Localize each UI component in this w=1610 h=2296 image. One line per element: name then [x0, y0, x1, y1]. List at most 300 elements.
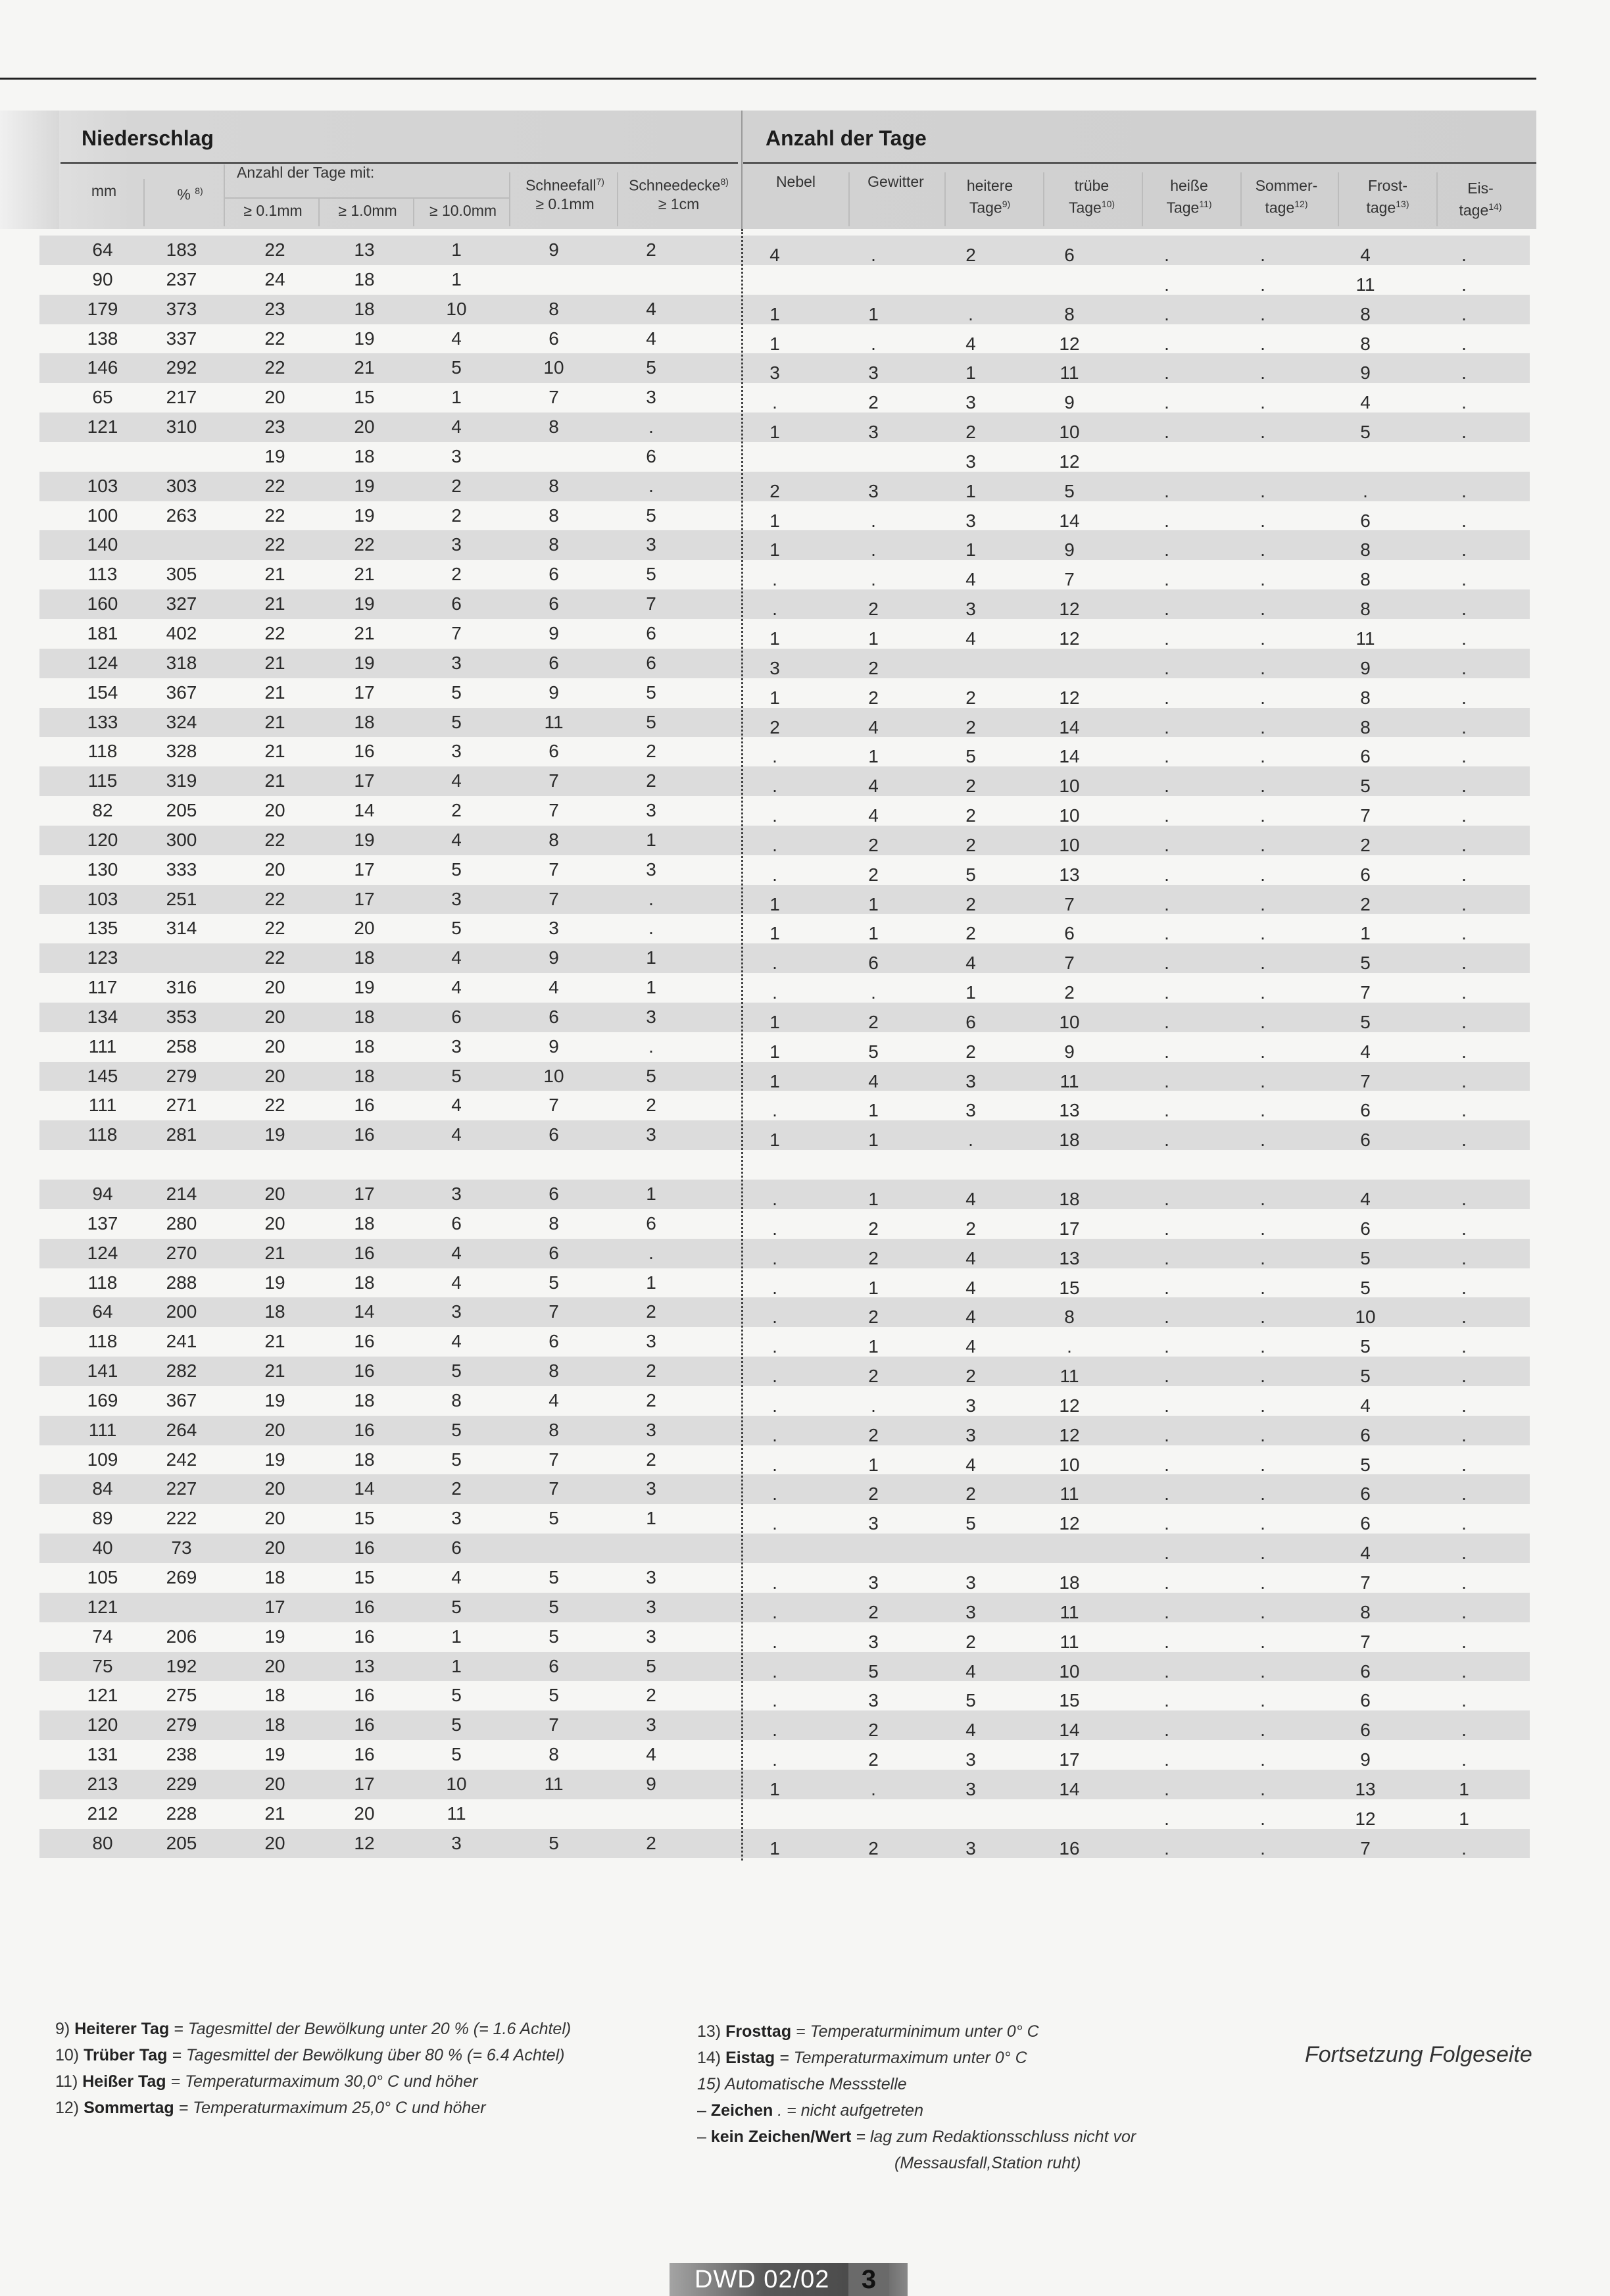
table-cell: 5 — [646, 711, 656, 732]
table-cell: . — [648, 888, 654, 909]
table-cell: 2 — [868, 1307, 879, 1328]
table-cell: . — [1461, 1749, 1467, 1770]
table-row — [39, 766, 1530, 796]
table-cell: . — [772, 599, 777, 620]
table-cell: 6 — [1064, 923, 1075, 944]
table-cell: 24 — [264, 268, 285, 289]
table-cell: 1 — [451, 268, 462, 289]
table-cell: 2 — [965, 422, 976, 443]
table-cell: 2 — [965, 245, 976, 265]
table-cell: . — [1260, 1100, 1265, 1121]
footnote-13: 13) Frosttag = Temperaturminimum unter 0° C — [697, 2022, 1039, 2041]
table-cell: . — [1461, 923, 1467, 944]
table-cell: . — [1260, 303, 1265, 324]
table-cell: 6 — [1360, 1424, 1371, 1445]
table-cell: 21 — [264, 593, 285, 614]
table-cell: 2 — [868, 1484, 879, 1505]
table-cell: 118 — [87, 741, 118, 762]
table-cell — [152, 1150, 211, 1179]
table-cell: 8 — [1360, 716, 1371, 737]
table-cell: 6 — [1360, 1218, 1371, 1239]
table-cell: 21 — [264, 770, 285, 791]
header-separator — [318, 199, 320, 226]
table-cell: 12 — [1059, 599, 1080, 620]
table-cell: 1 — [769, 628, 780, 649]
table-cell: 16 — [354, 1419, 375, 1440]
table-cell: 5 — [868, 1660, 879, 1682]
col-schneedecke: Schneedecke$^{8)}$ ≥ 1cm — [629, 176, 729, 212]
table-cell: . — [1164, 245, 1169, 265]
table-cell: . — [1461, 776, 1467, 797]
table-cell: 10 — [1059, 1454, 1080, 1475]
table-cell: 2 — [769, 716, 780, 737]
table-cell: 212 — [87, 1803, 118, 1824]
table-cell: 8 — [549, 505, 559, 526]
table-cell: 4 — [868, 805, 879, 826]
table-cell: 5 — [451, 1596, 462, 1617]
table-cell: . — [1164, 274, 1169, 295]
table-cell: 18 — [354, 1272, 375, 1293]
table-row — [39, 678, 1530, 708]
table-cell: . — [1461, 687, 1467, 708]
table-cell: 2 — [868, 834, 879, 855]
table-cell: 7 — [1360, 805, 1371, 826]
table-cell: 3 — [965, 599, 976, 620]
col-schneefall: Schneefall$^{7)}$ ≥ 0.1mm — [525, 176, 604, 212]
table-cell: 1 — [646, 947, 656, 968]
table-cell: 1 — [1360, 923, 1371, 944]
table-cell: . — [1260, 776, 1265, 797]
table-cell: 2 — [868, 599, 879, 620]
table-row — [39, 649, 1530, 678]
table-row — [39, 1150, 1530, 1180]
table-cell: 18 — [354, 1389, 375, 1410]
table-cell: 316 — [166, 977, 197, 998]
table-cell: 3 — [965, 392, 976, 413]
table-cell: . — [1461, 1041, 1467, 1062]
table-cell: 275 — [166, 1685, 197, 1706]
table-cell: 65 — [92, 387, 113, 408]
table-cell: . — [1461, 1543, 1467, 1564]
table-cell: . — [648, 416, 654, 437]
table-cell: . — [772, 776, 777, 797]
table-cell: 279 — [166, 1714, 197, 1735]
table-cell: 4 — [868, 776, 879, 797]
table-cell: 9 — [1064, 539, 1075, 561]
table-cell: 20 — [354, 1803, 375, 1824]
table-row — [39, 265, 1530, 295]
table-cell: 4 — [646, 328, 656, 349]
table-cell: 4 — [965, 1277, 976, 1298]
table-row — [39, 914, 1530, 943]
table-cell: 6 — [451, 1006, 462, 1027]
table-cell: 11 — [1060, 1070, 1079, 1091]
table-cell: 1 — [868, 303, 879, 324]
table-cell: . — [1461, 834, 1467, 855]
table-cell: 3 — [769, 362, 780, 384]
table-cell: 11 — [544, 711, 564, 732]
table-cell: . — [772, 834, 777, 855]
table-cell: 17 — [354, 1184, 375, 1204]
table-cell: 21 — [264, 1242, 285, 1263]
table-cell: 5 — [451, 1419, 462, 1440]
table-cell: . — [1260, 539, 1265, 561]
table-cell: 402 — [166, 622, 197, 643]
table-cell: 5 — [451, 1360, 462, 1382]
table-cell: 8 — [549, 1212, 559, 1234]
table-cell: 2 — [868, 864, 879, 885]
table-cell: 8 — [1360, 569, 1371, 590]
table-cell — [524, 1534, 583, 1562]
table-cell: 263 — [166, 505, 197, 526]
table-cell: 2 — [868, 1601, 879, 1622]
table-cell: . — [1461, 1454, 1467, 1475]
table-cell: . — [1461, 805, 1467, 826]
table-cell: 5 — [1064, 480, 1075, 501]
table-cell: 222 — [166, 1508, 197, 1529]
table-cell: 18 — [354, 1065, 375, 1086]
table-cell: . — [1260, 893, 1265, 914]
table-cell: 5 — [965, 1513, 976, 1534]
table-cell: 1 — [451, 239, 462, 260]
table-row — [39, 796, 1530, 826]
table-cell: . — [772, 1601, 777, 1622]
table-cell: . — [1260, 657, 1265, 678]
table-cell: 3 — [965, 1837, 976, 1859]
table-cell: 1 — [1459, 1808, 1469, 1829]
table-cell: 5 — [965, 864, 976, 885]
table-cell: . — [1260, 1424, 1265, 1445]
table-cell: 229 — [166, 1773, 197, 1794]
table-cell: 14 — [1059, 1778, 1080, 1799]
table-cell: 1 — [868, 746, 879, 767]
table-cell: 200 — [166, 1301, 197, 1322]
table-cell: 2 — [868, 1720, 879, 1741]
table-cell: . — [1260, 1720, 1265, 1741]
table-cell: 4 — [451, 947, 462, 968]
table-cell: . — [1461, 422, 1467, 443]
table-cell: 5 — [451, 1685, 462, 1706]
table-cell: 2 — [965, 687, 976, 708]
table-cell: 23 — [264, 298, 285, 319]
table-cell: . — [772, 1247, 777, 1268]
table-cell: . — [1164, 923, 1169, 944]
table-cell: 5 — [549, 1626, 559, 1647]
table-cell: 10 — [1059, 776, 1080, 797]
table-cell: 1 — [868, 628, 879, 649]
table-cell: . — [1164, 1336, 1169, 1357]
header-left-fade — [0, 111, 59, 229]
table-cell: . — [1164, 834, 1169, 855]
table-cell: 18 — [354, 1006, 375, 1027]
table-cell: 8 — [549, 1360, 559, 1382]
table-cell: 9 — [1064, 1041, 1075, 1062]
table-cell: 4 — [965, 1189, 976, 1209]
table-cell: 6 — [549, 593, 559, 614]
table-cell: . — [648, 1036, 654, 1057]
table-cell — [524, 442, 583, 471]
table-cell — [245, 1150, 305, 1179]
table-cell: 8 — [549, 416, 559, 437]
table-row — [39, 855, 1530, 885]
section-dotted-divider — [741, 229, 743, 1860]
table-row — [39, 1652, 1530, 1682]
table-cell: 19 — [354, 652, 375, 673]
table-cell: 140 — [87, 534, 118, 555]
table-cell: 20 — [264, 1508, 285, 1529]
table-cell: 303 — [166, 475, 197, 496]
table-cell: 1 — [451, 1655, 462, 1676]
table-cell: 217 — [166, 387, 197, 408]
table-cell: 20 — [264, 977, 285, 998]
table-cell: . — [1260, 1366, 1265, 1387]
table-row — [39, 1799, 1530, 1829]
table-cell: 8 — [549, 475, 559, 496]
table-cell: 7 — [549, 1095, 559, 1116]
table-cell: 10 — [1059, 834, 1080, 855]
table-cell: . — [1164, 953, 1169, 974]
table-cell: . — [1164, 1277, 1169, 1298]
table-row — [39, 1681, 1530, 1710]
table-cell: 2 — [769, 480, 780, 501]
niederschlag-title: Niederschlag — [82, 126, 214, 150]
table-cell: 1 — [769, 422, 780, 443]
table-cell: . — [1461, 1218, 1467, 1239]
table-cell: 19 — [264, 1272, 285, 1293]
table-cell: 238 — [166, 1744, 197, 1765]
table-cell: 3 — [646, 1566, 656, 1587]
table-row — [39, 1504, 1530, 1534]
table-cell — [524, 265, 583, 294]
table-cell: 1 — [965, 982, 976, 1003]
table-cell: . — [871, 333, 876, 354]
table-cell: 6 — [451, 1212, 462, 1234]
table-cell: 15 — [354, 387, 375, 408]
table-cell: . — [1260, 1336, 1265, 1357]
table-cell: . — [1461, 982, 1467, 1003]
table-cell: . — [1461, 1660, 1467, 1682]
table-cell: 12 — [1355, 1808, 1376, 1829]
col-sommertage: Sommer- tage$^{12)}$ — [1255, 177, 1318, 216]
table-cell: . — [871, 245, 876, 265]
table-cell: . — [1164, 1130, 1169, 1151]
table-cell: 22 — [264, 888, 285, 909]
table-cell: 3 — [769, 657, 780, 678]
table-cell: 2 — [646, 1389, 656, 1410]
table-cell: 15 — [354, 1508, 375, 1529]
table-cell: 2 — [868, 687, 879, 708]
table-cell: 2 — [646, 1685, 656, 1706]
table-cell: 21 — [264, 564, 285, 585]
table-cell: . — [1164, 1070, 1169, 1091]
table-cell: 9 — [1360, 362, 1371, 384]
table-cell: 2 — [646, 1449, 656, 1470]
table-cell: 22 — [264, 239, 285, 260]
table-cell: . — [1461, 657, 1467, 678]
table-cell — [622, 1150, 681, 1179]
table-row — [39, 1239, 1530, 1268]
table-cell: 3 — [451, 534, 462, 555]
footnote-15: 15) Automatische Messstelle — [697, 2075, 907, 2093]
table-cell: . — [772, 1749, 777, 1770]
table-cell: 13 — [354, 239, 375, 260]
table-cell: 3 — [646, 534, 656, 555]
table-cell: . — [1260, 982, 1265, 1003]
table-cell: 1 — [451, 1626, 462, 1647]
table-cell: 8 — [549, 1744, 559, 1765]
table-cell: 40 — [92, 1537, 113, 1559]
table-cell: . — [1164, 333, 1169, 354]
table-cell: 16 — [354, 1095, 375, 1116]
table-cell: . — [1260, 245, 1265, 265]
table-cell: 292 — [166, 357, 197, 378]
table-cell: . — [871, 569, 876, 590]
table-row — [39, 472, 1530, 501]
table-cell: 4 — [451, 416, 462, 437]
table-cell: . — [772, 805, 777, 826]
table-cell: 14 — [354, 1478, 375, 1499]
table-cell: . — [1164, 1513, 1169, 1534]
table-cell: 227 — [166, 1478, 197, 1499]
table-cell: 264 — [166, 1419, 197, 1440]
table-cell: 258 — [166, 1036, 197, 1057]
table-cell: . — [1164, 1484, 1169, 1505]
table-cell: 21 — [264, 1331, 285, 1352]
table-cell: 133 — [87, 711, 118, 732]
table-cell: 124 — [87, 652, 118, 673]
table-cell: . — [1260, 1631, 1265, 1652]
table-cell: . — [1461, 392, 1467, 413]
table-cell: . — [1260, 834, 1265, 855]
table-cell: 9 — [1360, 657, 1371, 678]
table-cell: 2 — [965, 1484, 976, 1505]
table-cell: . — [1164, 1247, 1169, 1268]
table-cell: 5 — [1360, 776, 1371, 797]
table-cell: 11 — [1060, 362, 1079, 384]
table-cell: . — [1164, 1395, 1169, 1416]
table-cell: 12 — [1059, 1395, 1080, 1416]
table-cell: . — [772, 1660, 777, 1682]
fortsetzung-note: Fortsetzung Folgeseite — [1305, 2042, 1532, 2067]
table-cell: 8 — [549, 298, 559, 319]
table-cell: . — [1260, 392, 1265, 413]
table-cell: . — [1164, 362, 1169, 384]
table-cell: 8 — [451, 1389, 462, 1410]
table-cell: 314 — [166, 918, 197, 939]
table-cell: 4 — [965, 333, 976, 354]
table-cell: 12 — [1059, 333, 1080, 354]
table-cell: 18 — [354, 298, 375, 319]
table-cell: 105 — [87, 1566, 118, 1587]
table-cell: 328 — [166, 741, 197, 762]
table-cell: . — [1164, 1778, 1169, 1799]
table-cell: 137 — [87, 1212, 118, 1234]
table-cell: 2 — [965, 1041, 976, 1062]
table-cell: . — [1164, 510, 1169, 531]
table-row — [39, 1091, 1530, 1120]
table-cell: 4 — [451, 1124, 462, 1145]
table-cell: 5 — [1360, 1247, 1371, 1268]
table-cell: 11 — [544, 1773, 564, 1794]
header-separator — [413, 199, 414, 226]
table-row — [39, 501, 1530, 531]
table-cell: 5 — [451, 711, 462, 732]
table-cell: 6 — [549, 652, 559, 673]
table-cell: 3 — [646, 1419, 656, 1440]
table-cell: 120 — [87, 829, 118, 850]
legend-kein-zeichen-note: (Messausfall,Station ruht) — [894, 2154, 1081, 2172]
table-cell: 4 — [1360, 1543, 1371, 1564]
table-cell — [622, 1799, 681, 1828]
table-cell: 13 — [1355, 1778, 1376, 1799]
table-cell: 1 — [646, 977, 656, 998]
table-cell: . — [1164, 1307, 1169, 1328]
page-number: 3 — [848, 2263, 889, 2296]
table-cell: 318 — [166, 652, 197, 673]
table-cell: 3 — [646, 1331, 656, 1352]
table-cell: 282 — [166, 1360, 197, 1382]
table-cell: . — [1260, 1572, 1265, 1593]
table-cell: 146 — [87, 357, 118, 378]
table-cell: 21 — [264, 711, 285, 732]
table-cell: 5 — [646, 505, 656, 526]
table-cell: 64 — [92, 1301, 113, 1322]
table-cell: 17 — [1059, 1749, 1080, 1770]
table-cell: 9 — [549, 947, 559, 968]
table-cell: 17 — [354, 859, 375, 880]
table-cell: . — [1260, 1601, 1265, 1622]
table-cell: 5 — [549, 1272, 559, 1293]
col-heisse-tage: heiße Tage$^{11)}$ — [1166, 177, 1212, 216]
header-separator — [848, 172, 850, 226]
table-cell: 1 — [868, 1130, 879, 1151]
table-cell: 12 — [354, 1832, 375, 1853]
table-cell: 7 — [549, 800, 559, 821]
table-cell: 15 — [354, 1566, 375, 1587]
table-cell: 6 — [868, 953, 879, 974]
table-cell: 11 — [1060, 1601, 1079, 1622]
table-cell: 16 — [354, 1685, 375, 1706]
table-cell: 4 — [646, 298, 656, 319]
table-cell: 20 — [264, 1006, 285, 1027]
table-cell: 2 — [868, 1218, 879, 1239]
table-cell: 111 — [88, 1095, 117, 1116]
table-cell: . — [1164, 1690, 1169, 1711]
table-cell: 20 — [264, 1036, 285, 1057]
table-cell: . — [1461, 1100, 1467, 1121]
table-row — [39, 1534, 1530, 1563]
table-cell: 8 — [1360, 303, 1371, 324]
table-cell: 131 — [87, 1744, 118, 1765]
table-cell: 19 — [264, 445, 285, 466]
table-cell: 6 — [451, 1537, 462, 1559]
table-cell: . — [1164, 1454, 1169, 1475]
table-cell: . — [1260, 1247, 1265, 1268]
table-cell: 373 — [166, 298, 197, 319]
table-cell: 7 — [1064, 953, 1075, 974]
table-cell: 3 — [965, 1778, 976, 1799]
table-row — [39, 412, 1530, 442]
table-row — [39, 1180, 1530, 1209]
table-cell: . — [772, 1100, 777, 1121]
table-cell: 16 — [354, 1714, 375, 1735]
table-cell: 4 — [965, 1247, 976, 1268]
table-cell: . — [772, 953, 777, 974]
table-cell: 10 — [446, 298, 467, 319]
table-cell: 3 — [965, 1100, 976, 1121]
table-cell: 6 — [1360, 1484, 1371, 1505]
table-row — [39, 1829, 1530, 1859]
